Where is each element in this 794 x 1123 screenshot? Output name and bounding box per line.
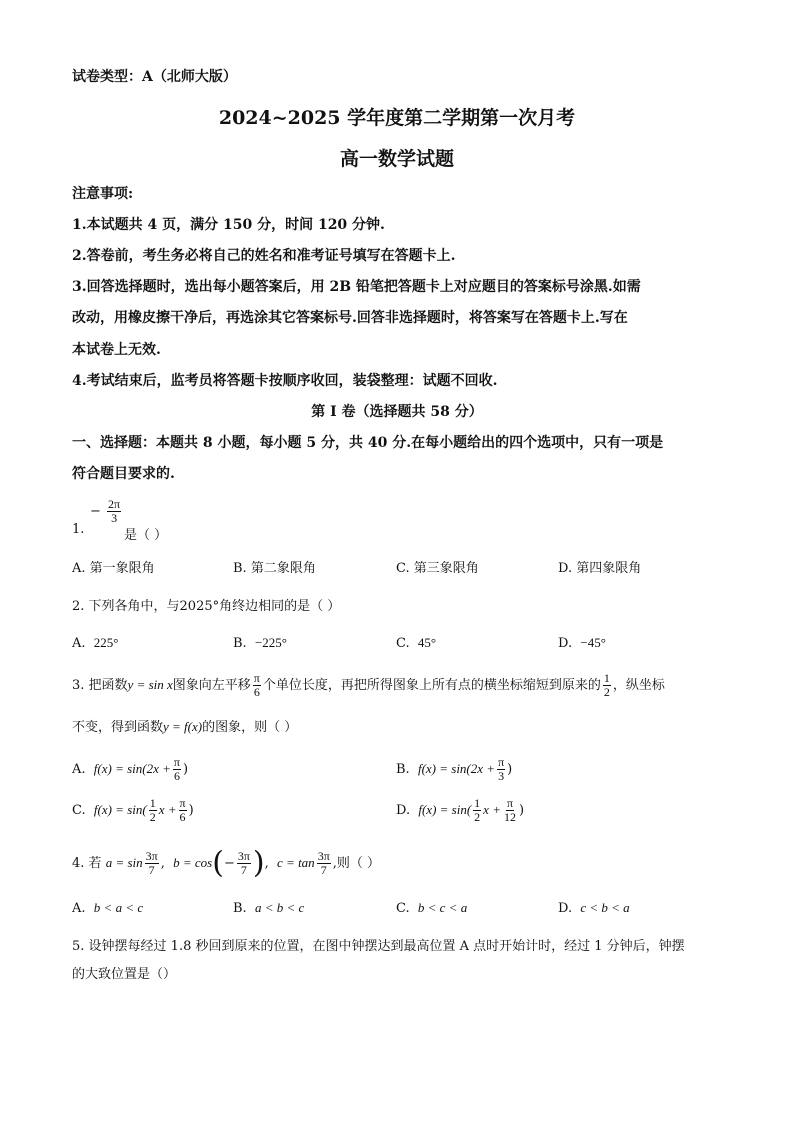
- q4-option-c-label: C.: [396, 901, 410, 916]
- notice-item-4: 4.考试结束后，监考员将答题卡按顺序收回，装袋整理：试题不回收.: [72, 373, 498, 389]
- q3-line2-function: y = f(x): [163, 719, 203, 734]
- q4-a-fraction: [145, 850, 159, 877]
- q2-option-c: [396, 635, 436, 651]
- q3-option-d-den-2: 12: [503, 810, 516, 824]
- q3-mid-1: 图象向左平移: [172, 678, 251, 693]
- q3-stem-line-2: [72, 716, 297, 735]
- q3-stem-line-1: [72, 670, 665, 701]
- q1-fraction: [107, 498, 121, 525]
- q2-option-c-value: 45°: [417, 635, 437, 650]
- section-intro-line-1: 一、选择题：本题共 8 小题，每小题 5 分，共 40 分.在每小题给出的四个选项中，只有一项是: [72, 435, 664, 451]
- q4-option-d-label: D.: [558, 901, 573, 916]
- q3-prefix: 3. 把函数: [72, 678, 128, 693]
- notice-item-3-line-2: 改动，用橡皮擦干净后，再选涂其它答案标号.回答非选择题时，将答案写在答题卡上.写在: [72, 310, 628, 326]
- q3-mid-2: 个单位长度，再把所得图象上所有点的横坐标缩短到原来的: [262, 678, 601, 693]
- q3-shift-num: π: [253, 671, 260, 685]
- q3-option-a-num: π: [173, 755, 180, 769]
- q3-scale-num: 1: [603, 671, 610, 685]
- q1-fraction-num: 2π: [108, 497, 121, 511]
- q1-expression: − $\frac{2\pi}{3}$: [90, 497, 121, 525]
- q2-option-c-label: C.: [396, 636, 410, 651]
- q3-option-a-close: ): [182, 762, 189, 777]
- q4-c-den: 7: [320, 863, 327, 877]
- q4-option-a: [72, 900, 143, 916]
- q3-option-c-fraction-1: [149, 797, 157, 824]
- q4-b-lhs: b = cos: [173, 855, 213, 870]
- q3-tail: ，纵坐标: [612, 678, 665, 693]
- q1-fraction-den: 3: [111, 511, 118, 525]
- q3-function: y = sin x: [127, 677, 173, 692]
- q2-option-d: [558, 635, 606, 651]
- q3-line2-a: 不变，得到函数: [72, 720, 164, 735]
- q1-option-b: B. 第二象限角: [233, 561, 316, 576]
- exam-subtitle: 高一数学试题: [339, 148, 454, 170]
- q5-line-1: 5. 设钟摆每经过 1.8 秒回到原来的位置，在图中钟摆达到最高位置 A 点时开始计时，经过 1 分钟后，钟摆: [72, 939, 685, 954]
- q3-option-d-close: ): [518, 803, 525, 818]
- q4-option-c-value: b < c < a: [417, 900, 468, 915]
- notice-item-1: 1.本试题共 4 页，满分 150 分，时间 120 分钟.: [72, 217, 385, 233]
- q3-option-a-fraction: [173, 756, 181, 783]
- q3-option-c-close: ): [188, 803, 194, 818]
- q3-option-d-fraction-2: [503, 797, 517, 824]
- q4-b-den: 7: [240, 863, 247, 877]
- q3-option-b: [396, 754, 512, 785]
- q4-b-fraction: [237, 850, 251, 877]
- q2-stem: 2. 下列各角中，与2025°角终边相同的是（ ）: [72, 599, 341, 614]
- q3-option-a: [72, 754, 188, 785]
- q4-prefix: 4. 若: [72, 856, 102, 871]
- q3-option-b-label: B.: [396, 762, 410, 777]
- q3-option-a-den: 6: [173, 769, 180, 783]
- section-title: 第 I 卷（选择题共 58 分）: [311, 404, 483, 420]
- q3-line2-b: 的图象，则（ ）: [202, 720, 298, 735]
- q2-option-b-label: B.: [233, 636, 247, 651]
- section-intro-line-2: 符合题目要求的.: [72, 466, 175, 482]
- q5-line-2: 的大致位置是（）: [72, 967, 177, 982]
- q4-c-num: 3π: [317, 849, 330, 863]
- q2-option-a-value: 225°: [93, 635, 119, 650]
- q3-scale-fraction: [603, 672, 611, 699]
- q3-option-d-mid: x +: [483, 802, 501, 817]
- paper-type: 试卷类型：A（北师大版）: [72, 69, 237, 85]
- q1-option-d: D. 第四象限角: [558, 561, 642, 576]
- q3-option-c-num-1: 1: [149, 796, 156, 810]
- q3-option-c-label: C.: [72, 803, 86, 818]
- q3-shift-fraction: [253, 672, 261, 699]
- notice-item-2: 2.答卷前，考生务必将自己的姓名和准考证号填写在答题卡上.: [72, 248, 456, 264]
- q1-number: 1.: [72, 522, 85, 537]
- q4-option-d-value: c < b < a: [580, 900, 630, 915]
- q2-option-b: [233, 635, 287, 651]
- q2-option-d-label: D.: [558, 636, 573, 651]
- q3-option-c-mid: x +: [158, 802, 177, 817]
- q3-option-b-lhs: f(x) = sin(2x +: [417, 761, 496, 776]
- q3-option-c-den-1: 2: [149, 810, 156, 824]
- q4-c-fraction: [317, 850, 331, 877]
- q4-a-num: 3π: [145, 849, 158, 863]
- q3-option-d-fraction-1: [473, 797, 481, 824]
- q3-option-c-lhs: f(x) = sin(: [93, 802, 147, 817]
- exam-title: 2024~2025 学年度第二学期第一次月考: [218, 107, 576, 129]
- q4-option-d: [558, 900, 630, 916]
- q4-a-lhs: a = sin: [105, 855, 143, 870]
- q4-option-b-label: B.: [233, 901, 247, 916]
- q2-option-a-label: A.: [72, 636, 86, 651]
- q3-option-a-lhs: f(x) = sin(2x +: [93, 761, 171, 776]
- q3-option-d-lhs: f(x) = sin(: [418, 802, 472, 817]
- q4-stem: 4. 若 a = sin $\frac{3\pi}{7}$ , b = cos(− $\frac{3\pi}{7}$ ), c = tan $\frac{3\pi}{7}$ ,则（ ）: [72, 845, 381, 881]
- q1-option-a: A. 第一象限角: [72, 561, 155, 576]
- q4-option-c: [396, 900, 467, 916]
- q4-b-num: 3π: [237, 849, 250, 863]
- q3-scale-den: 2: [603, 685, 610, 699]
- q3-option-c: [72, 795, 194, 826]
- q3-option-a-label: A.: [72, 762, 86, 777]
- q3-option-b-close: ): [507, 762, 513, 777]
- q3-option-c-fraction-2: [179, 797, 187, 824]
- q3-option-d-label: D.: [396, 803, 411, 818]
- q2-option-a: [72, 635, 119, 651]
- notice-heading: 注意事项:: [72, 186, 134, 202]
- q3-option-d-den-1: 2: [474, 810, 481, 824]
- q4-c-lhs: c = tan: [277, 855, 315, 870]
- notice-item-3-line-3: 本试卷上无效.: [72, 342, 161, 358]
- q1-option-c: C. 第三象限角: [396, 561, 479, 576]
- q4-option-a-label: A.: [72, 901, 86, 916]
- q3-option-b-fraction: [497, 756, 505, 783]
- q1-stem: 是（ ）: [124, 528, 168, 543]
- q3-option-d-num-2: π: [506, 796, 513, 810]
- q4-a-den: 7: [148, 863, 155, 877]
- q4-tail: ,则（ ）: [332, 856, 381, 871]
- q4-option-a-value: b < a < c: [93, 900, 144, 915]
- q3-option-b-num: π: [498, 755, 505, 769]
- q3-shift-den: 6: [253, 685, 260, 699]
- q2-option-b-value: −225°: [254, 635, 287, 650]
- notice-item-3-line-1: 3.回答选择题时，选出每小题答案后，用 2B 铅笔把答题卡上对应题目的答案标号涂黑.如需: [72, 279, 641, 295]
- q2-option-d-value: −45°: [580, 635, 606, 650]
- q4-option-b-value: a < b < c: [254, 900, 305, 915]
- q3-option-c-den-2: 6: [179, 810, 186, 824]
- q3-option-d: [396, 795, 524, 826]
- q3-option-c-num-2: π: [179, 796, 186, 810]
- q3-option-d-num-1: 1: [474, 796, 481, 810]
- q4-option-b: [233, 900, 304, 916]
- q3-option-b-den: 3: [498, 769, 505, 783]
